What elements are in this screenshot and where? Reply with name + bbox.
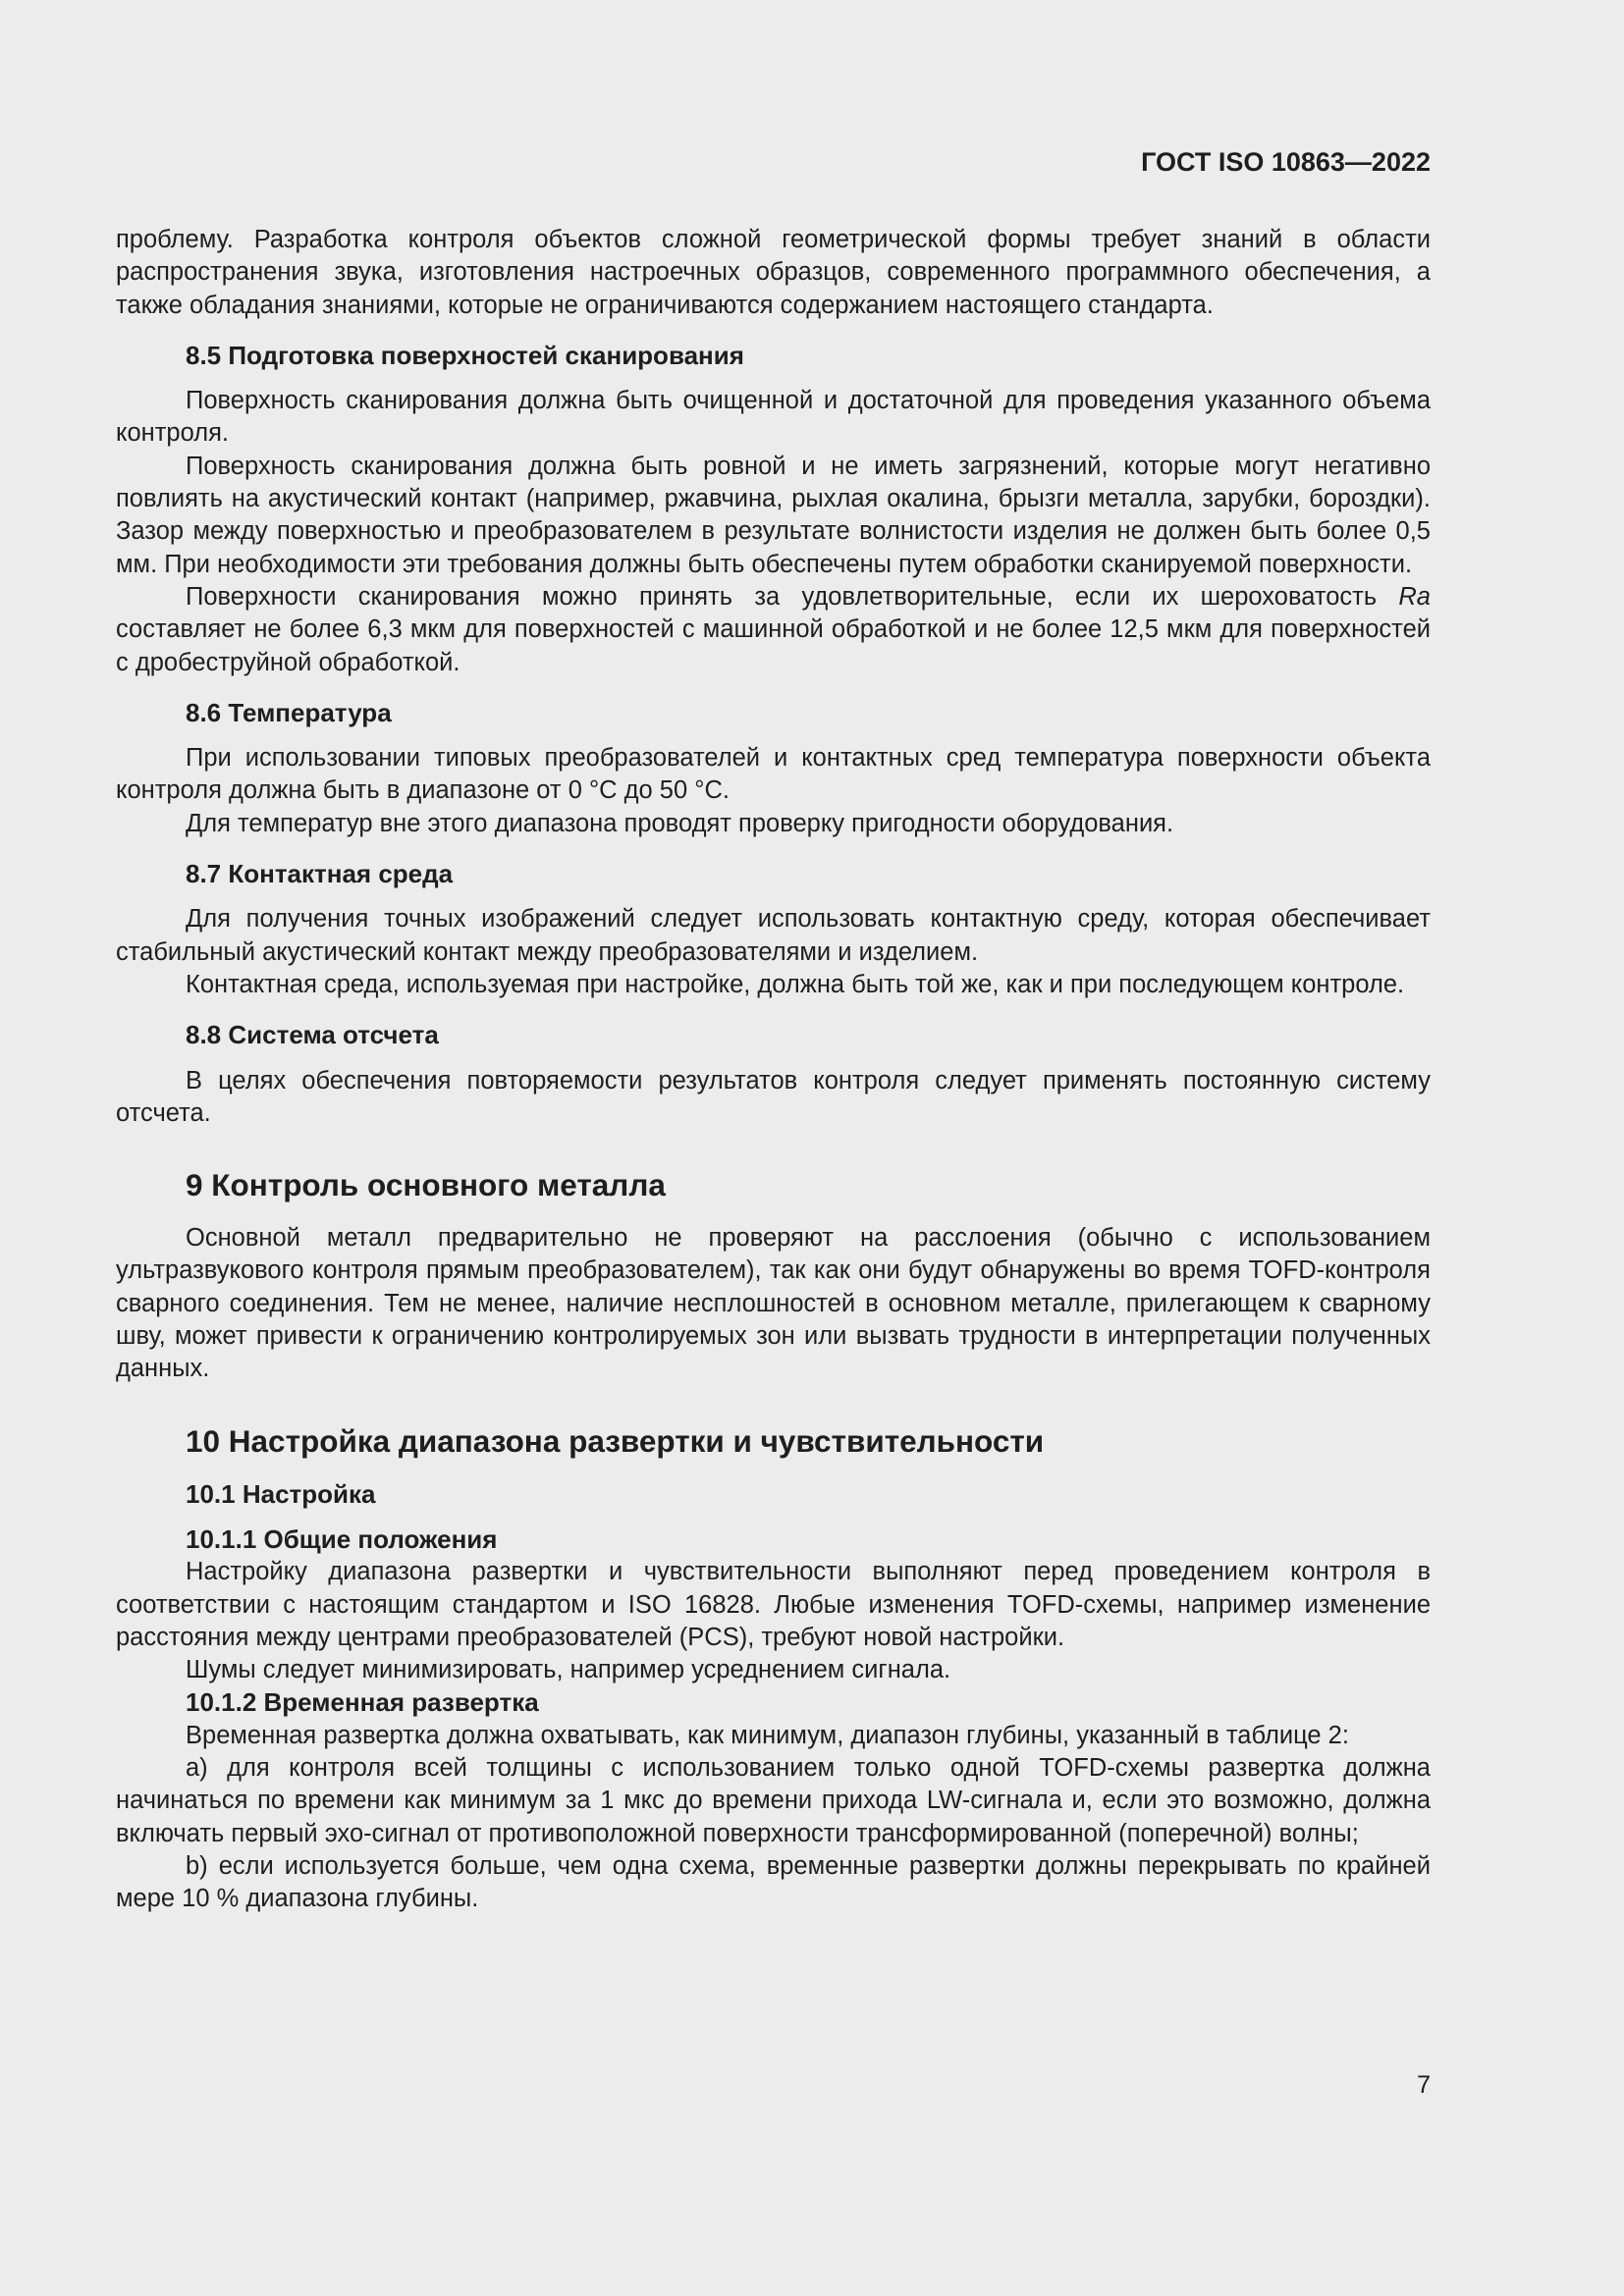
section-heading-9: 9 Контроль основного металла	[186, 1167, 666, 1203]
section-heading-10-1-2: 10.1.2 Временная развертка	[186, 1687, 539, 1718]
section-heading-10-1-1: 10.1.1 Общие положения	[186, 1523, 498, 1554]
document-header: ГОСТ ISO 10863—2022	[1141, 147, 1431, 177]
section-heading-8-6: 8.6 Температура	[186, 697, 392, 727]
paragraph: Временная развертка должна охватывать, как минимум, диапазон глубины, указанный в таблице 2:	[186, 1721, 1349, 1749]
paragraph	[116, 581, 1431, 679]
page-number: 7	[1417, 2071, 1431, 2099]
section-heading-8-5: 8.5 Подготовка поверхностей сканирования	[186, 340, 744, 370]
paragraph: Для получения точных изображений следует использовать контактную среду, которая обеспечивает стабильный акустический контакт между преобразователями и изделием.	[116, 905, 1431, 966]
paragraph: Для температур вне этого диапазона проводят проверку пригодности оборудования.	[186, 809, 1174, 837]
section-heading-8-7: 8.7 Контактная среда	[186, 859, 454, 889]
roughness-symbol: Ra	[1398, 582, 1431, 611]
intro-paragraph: проблему. Разработка контроля объектов сложной геометрической формы требует знаний в области распространения звука, изготовления настроечных образцов, современного программного обеспечения, а также обладания знаниями, которые не ограничиваются содержанием настоящего стандарта.	[116, 226, 1431, 319]
section-heading-8-8: 8.8 Система отсчета	[186, 1020, 439, 1050]
paragraph: Шумы следует минимизировать, например усреднением сигнала.	[186, 1656, 951, 1684]
section-heading-10-1: 10.1 Настройка	[186, 1478, 376, 1509]
paragraph: В целях обеспечения повторяемости результатов контроля следует применять постоянную систему отсчета.	[116, 1066, 1431, 1127]
paragraph: Поверхность сканирования должна быть ровной и не иметь загрязнений, которые могут негативно повлиять на акустический контакт (например, ржавчина, рыхлая окалина, брызги металла, зарубки, бороздки). Зазор между поверхностью и преобразователем в результате волнистости изделия не должен быть более 0,5 мм. При необходимости эти требования должны быть обеспечены путем обработки сканируемой поверхности.	[116, 452, 1431, 578]
paragraph: Контактная среда, используемая при настройке, должна быть той же, как и при последующем контроле.	[186, 970, 1405, 998]
list-item-b: b) если используется больше, чем одна схема, временные развертки должны перекрывать по крайней мере 10 % диапазона глубины.	[116, 1851, 1431, 1913]
paragraph: При использовании типовых преобразователей и контактных сред температура поверхности объекта контроля должна быть в диапазоне от 0 °С до 50 °С.	[116, 744, 1431, 805]
text-run: составляет не более 6,3 мкм для поверхностей с машинной обработкой и не более 12,5 мкм для поверхностей с дробеструйной обработкой.	[116, 615, 1431, 676]
list-item-a: a) для контроля всей толщины с использованием только одной TOFD-схемы развертка должна начинаться по времени как минимум за 1 мкс до времени прихода LW-сигнала и, если это возможно, должна включать первый эхо-сигнал от противоположной поверхности трансформированной (поперечной) волны;	[116, 1753, 1431, 1847]
paragraph: Поверхность сканирования должна быть очищенной и достаточной для проведения указанного объема контроля.	[116, 387, 1431, 448]
section-heading-10: 10 Настройка диапазона развертки и чувствительности	[186, 1422, 1045, 1459]
document-body	[116, 224, 1431, 1915]
paragraph: Основной металл предварительно не проверяют на расслоения (обычно с использованием ультразвукового контроля прямым преобразователем), так как они будут обнаружены во время TOFD-контроля сварного соединения. Тем не менее, наличие несплошностей в основном металле, прилегающем к сварному шву, может привести к ограничению контролируемых зон или вызвать трудности в интерпретации полученных данных.	[116, 1224, 1431, 1383]
paragraph: Настройку диапазона развертки и чувствительности выполняют перед проведением контроля в соответствии с настоящим стандартом и ISO 16828. Любые изменения TOFD-схемы, например изменение расстояния между центрами преобразователей (PCS), требуют новой настройки.	[116, 1558, 1431, 1651]
text-run: Поверхности сканирования можно принять за удовлетворительные, если их шероховатость	[186, 582, 1399, 611]
